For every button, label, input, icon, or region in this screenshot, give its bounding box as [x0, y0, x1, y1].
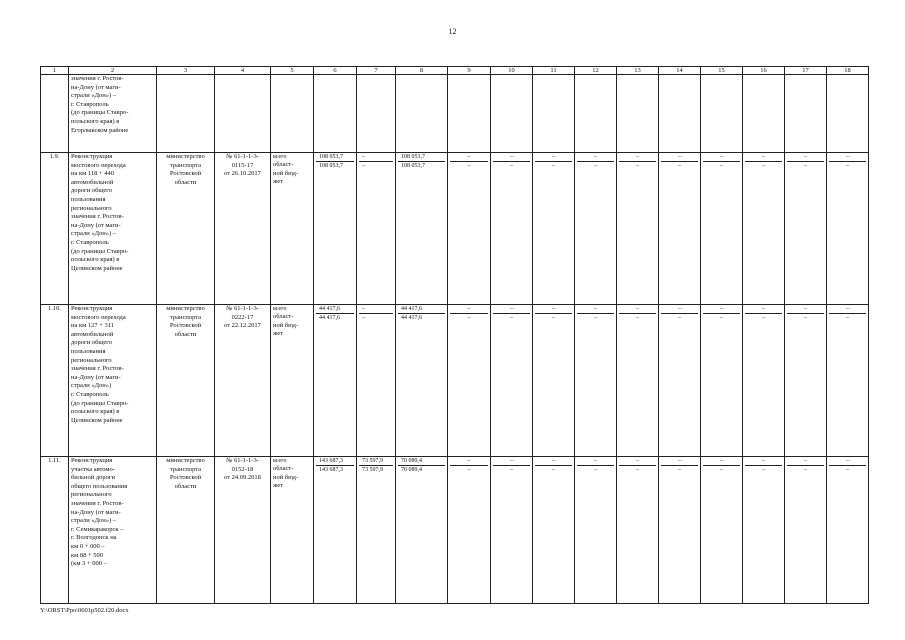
- source-budget-label: област- ной бюд- жет: [273, 465, 299, 490]
- dash-value: –: [804, 163, 807, 169]
- cell-funding-source: [271, 457, 314, 604]
- dash-value: –: [703, 305, 740, 314]
- dash-value: –: [661, 305, 698, 314]
- dash-value: –: [619, 305, 656, 314]
- dash-value: –: [636, 315, 639, 321]
- budget-table: [40, 66, 869, 604]
- source-budget-label: област- ной бюд- жет: [273, 161, 299, 186]
- cell-total-value: 108 053,7: [316, 153, 354, 162]
- cell-number: 1.11.: [41, 457, 69, 604]
- cell-object-name: Реконструкция мостового перехода на км 127 + 311 автомобильной дороги общего пользования регионального значения г. Ростов- на-Дону (от маги- страли «Дон») г. Ставрополь (до границы Ставро- польского края) в Целинском районе: [69, 305, 157, 457]
- cell-total-value: 143 687,3: [316, 457, 354, 466]
- dash-value: –: [619, 153, 656, 162]
- cell-dash: [659, 153, 701, 305]
- dash-value: –: [720, 163, 723, 169]
- dash-value: –: [661, 153, 698, 162]
- cell-dash: [533, 153, 575, 305]
- column-header: 10: [491, 67, 533, 75]
- cell-dash: [701, 305, 743, 457]
- column-header: 1: [41, 67, 69, 75]
- column-header: 7: [357, 67, 396, 75]
- column-header: 2: [69, 67, 157, 75]
- cell-col8-value: 44 417,6: [401, 315, 422, 321]
- dash-value: –: [703, 457, 740, 466]
- dash-value: –: [535, 305, 572, 314]
- cell-object-name: Реконструкция участка автомо- бильной дороги общего пользования регионального значения г. Ростов- на-Дону (от маги- страли «Дон») – г. Семикаракорск – г. Волгодонск на км 0 + 000 – км 88 + 500 (км 3 + 000 –: [69, 457, 157, 604]
- cell-number: 1.10.: [41, 305, 69, 457]
- cell-total: [314, 305, 357, 457]
- cell-dash: [448, 457, 491, 604]
- dash-value: –: [636, 467, 639, 473]
- dash-value: –: [745, 153, 782, 162]
- dash-value: –: [762, 467, 765, 473]
- cell-dash: [617, 457, 659, 604]
- dash-value: –: [493, 153, 530, 162]
- dash-value: –: [535, 457, 572, 466]
- cell-dash: [743, 457, 785, 604]
- dash-value: –: [619, 457, 656, 466]
- column-header: 15: [701, 67, 743, 75]
- dash-value: –: [762, 163, 765, 169]
- cell-col7: [357, 457, 396, 604]
- dash-value: –: [467, 467, 471, 473]
- cell-dash: [575, 457, 617, 604]
- dash-value: –: [594, 315, 597, 321]
- cell-dash: [533, 305, 575, 457]
- cell-dash: [659, 457, 701, 604]
- cell-dash: [575, 153, 617, 305]
- file-path-footer: Y:\ORST\Ppo\0601p502.f20.docx: [40, 607, 129, 614]
- dash-value: –: [535, 153, 572, 162]
- cell-dash: [827, 305, 869, 457]
- dash-value: –: [720, 315, 723, 321]
- dash-value: –: [636, 163, 639, 169]
- table-row: [41, 457, 869, 604]
- cell-col7: [357, 153, 396, 305]
- cell-total-value: 108 053,7: [319, 163, 343, 169]
- cell-dash: [491, 457, 533, 604]
- dash-value: –: [552, 467, 555, 473]
- column-header: 11: [533, 67, 575, 75]
- cell-funding-source: [271, 305, 314, 457]
- cell-total: [314, 457, 357, 604]
- dash-value: –: [804, 315, 807, 321]
- cell-dash: [575, 305, 617, 457]
- column-header: 12: [575, 67, 617, 75]
- dash-value: –: [510, 315, 513, 321]
- cell-col7-value: 73 597,9: [362, 467, 383, 473]
- cell-dash: [701, 153, 743, 305]
- cell-col7: [357, 305, 396, 457]
- dash-value: –: [493, 305, 530, 314]
- cell-total-value: 44 417,6: [319, 315, 340, 321]
- dash-value: –: [678, 163, 681, 169]
- dash-value: –: [745, 305, 782, 314]
- page-number: 12: [448, 27, 457, 36]
- cell-object-name: значения г. Ростов- на-Дону (от маги- страли «Дон») – г. Ставрополь (до границы Ставро- польского края) в Егорлыкском районе: [69, 75, 157, 153]
- dash-value: –: [594, 163, 597, 169]
- column-header: 16: [743, 67, 785, 75]
- column-header: 17: [785, 67, 827, 75]
- cell-total-value: 143 687,3: [319, 467, 343, 473]
- dash-value: –: [450, 305, 488, 314]
- dash-value: –: [762, 315, 765, 321]
- cell-col8: [396, 153, 448, 305]
- cell-col8-value: 108 053,7: [398, 153, 445, 162]
- cell-dash: [743, 153, 785, 305]
- dash-value: –: [467, 163, 471, 169]
- dash-value: –: [577, 153, 614, 162]
- cell-col8: [396, 457, 448, 604]
- dash-value: –: [552, 163, 555, 169]
- cell-dash: [533, 457, 575, 604]
- cell-total-value: 44 417,6: [316, 305, 354, 314]
- cell-dash: [827, 457, 869, 604]
- cell-number: [41, 75, 69, 153]
- dash-value: –: [594, 467, 597, 473]
- column-header: 13: [617, 67, 659, 75]
- cell-col7-value: 73 597,9: [359, 457, 393, 466]
- cell-dash: [491, 305, 533, 457]
- cell-dash: [785, 457, 827, 604]
- dash-value: –: [678, 467, 681, 473]
- dash-value: –: [493, 457, 530, 466]
- dash-value: –: [678, 315, 681, 321]
- cell-col8-value: 70 089,4: [398, 457, 445, 466]
- cell-dash: [617, 153, 659, 305]
- dash-value: –: [787, 305, 824, 314]
- cell-dash: [617, 305, 659, 457]
- dash-value: –: [829, 153, 866, 162]
- cell-dash: [785, 305, 827, 457]
- dash-value: –: [552, 315, 555, 321]
- cell-dash: [659, 305, 701, 457]
- dash-value: –: [661, 457, 698, 466]
- cell-dash: [448, 305, 491, 457]
- source-budget-label: област- ной бюд- жет: [273, 313, 299, 338]
- cell-col8: [396, 305, 448, 457]
- column-header: 4: [215, 67, 271, 75]
- dash-value: –: [745, 457, 782, 466]
- dash-value: –: [804, 467, 807, 473]
- cell-col8-value: 108 053,7: [401, 163, 425, 169]
- dash-value: –: [846, 467, 849, 473]
- dash-value: –: [577, 457, 614, 466]
- column-header: 8: [396, 67, 448, 75]
- column-header: 3: [157, 67, 215, 75]
- cell-dash: [785, 153, 827, 305]
- dash-value: –: [510, 467, 513, 473]
- source-total-label: всего: [273, 458, 287, 464]
- cell-dash: [743, 305, 785, 457]
- column-header: 5: [271, 67, 314, 75]
- column-header: 18: [827, 67, 869, 75]
- dash-value: –: [450, 153, 488, 162]
- cell-dash: [448, 153, 491, 305]
- cell-dash: [701, 457, 743, 604]
- cell-document: № 61-1-1-3- 0152-18 от 24.09.2018: [215, 457, 271, 604]
- source-total-label: всего: [273, 306, 287, 312]
- dash-value: –: [467, 315, 471, 321]
- dash-value: –: [787, 153, 824, 162]
- cell-document: № 61-1-1-3- 0222-17 от 22.12.2017: [215, 305, 271, 457]
- cell-col7-value: –: [359, 153, 393, 162]
- dash-value: –: [577, 305, 614, 314]
- header-row: [41, 67, 869, 75]
- cell-number: 1.9.: [41, 153, 69, 305]
- dash-value: –: [510, 163, 513, 169]
- dash-value: –: [846, 163, 849, 169]
- column-header: 9: [448, 67, 491, 75]
- table-row: [41, 153, 869, 305]
- column-header: 14: [659, 67, 701, 75]
- cell-dash: [491, 153, 533, 305]
- cell-col7-value: –: [362, 163, 365, 169]
- cell-col8-value: 70 089,4: [401, 467, 422, 473]
- cell-organization: министерство транспорта Ростовской области: [157, 457, 215, 604]
- cell-col7-value: –: [359, 305, 393, 314]
- dash-value: –: [846, 315, 849, 321]
- cell-col8-value: 44 417,6: [398, 305, 445, 314]
- cell-organization: министерство транспорта Ростовской области: [157, 153, 215, 305]
- dash-value: –: [829, 305, 866, 314]
- dash-value: –: [703, 153, 740, 162]
- table-row: [41, 305, 869, 457]
- cell-dash: [827, 153, 869, 305]
- cell-organization: министерство транспорта Ростовской области: [157, 305, 215, 457]
- continuation-row: [41, 75, 869, 153]
- cell-col7-value: –: [362, 315, 365, 321]
- dash-value: –: [720, 467, 723, 473]
- cell-funding-source: [271, 153, 314, 305]
- cell-document: № 61-1-1-3- 0115-17 от 26.10.2017: [215, 153, 271, 305]
- dash-value: –: [787, 457, 824, 466]
- dash-value: –: [829, 457, 866, 466]
- cell-object-name: Реконструкция мостового перехода на км 118 + 440 автомобильной дороги общего пользования регионального значения г. Ростов- на-Дону (от маги- страли «Дон») – г. Ставрополь (до границы Ставро- польского края) в Целинском районе: [69, 153, 157, 305]
- column-header: 6: [314, 67, 357, 75]
- dash-value: –: [450, 457, 488, 466]
- cell-total: [314, 153, 357, 305]
- source-total-label: всего: [273, 154, 287, 160]
